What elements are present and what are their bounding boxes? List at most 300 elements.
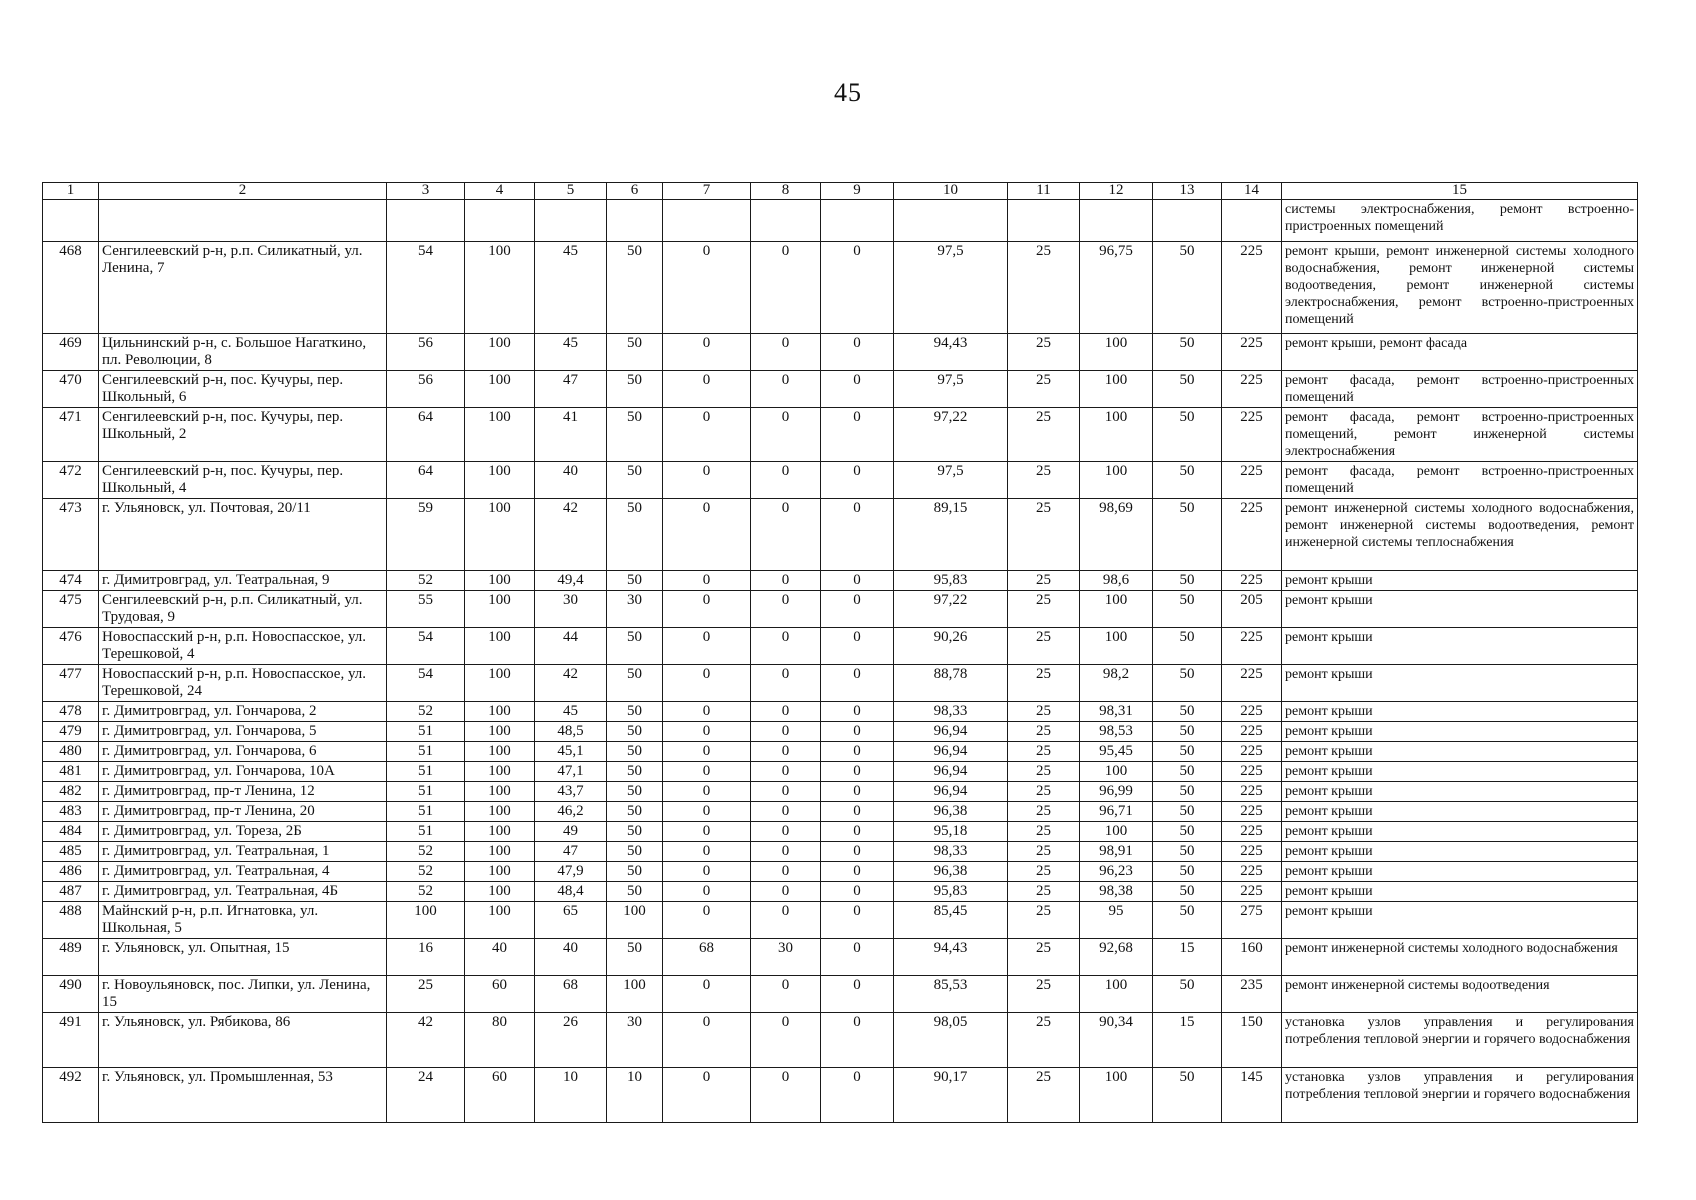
column-number: 10 [894,183,1008,200]
address-cell: г. Ульяновск, ул. Промышленная, 53 [99,1068,387,1123]
value-cell: 88,78 [894,665,1008,702]
page-number: 45 [834,78,862,107]
work-cell: установка узлов управления и регулирования потребления тепловой энергии и горячего водоснабжения [1282,1013,1638,1068]
value-cell: 225 [1222,665,1282,702]
address-cell: Цильнинский р-н, с. Большое Нагаткино, пл. Революции, 8 [99,334,387,371]
work-cell: ремонт крыши [1282,762,1638,782]
value-cell: 0 [663,802,751,822]
value-cell: 25 [1008,1013,1080,1068]
value-cell: 0 [751,702,821,722]
value-cell: 25 [1008,702,1080,722]
column-number: 6 [607,183,663,200]
value-cell: 60 [465,1068,535,1123]
table-row [43,862,1638,882]
value-cell: 50 [1153,902,1222,939]
value-cell: 0 [821,408,894,462]
value-cell: 0 [663,862,751,882]
empty-cell [894,200,1008,242]
work-cell: ремонт крыши [1282,902,1638,939]
value-cell: 50 [1153,665,1222,702]
value-cell: 25 [1008,462,1080,499]
value-cell: 100 [465,591,535,628]
value-cell: 205 [1222,591,1282,628]
value-cell: 0 [751,242,821,334]
value-cell: 15 [1153,1013,1222,1068]
value-cell: 0 [821,802,894,822]
value-cell: 50 [1153,782,1222,802]
value-cell: 0 [821,902,894,939]
table-row [43,1013,1638,1068]
value-cell: 0 [821,939,894,976]
value-cell: 25 [1008,1068,1080,1123]
value-cell: 235 [1222,976,1282,1013]
row-number-cell: 483 [43,802,99,822]
value-cell: 100 [465,802,535,822]
value-cell: 98,2 [1080,665,1153,702]
value-cell: 50 [1153,499,1222,571]
work-cell: установка узлов управления и регулирования потребления тепловой энергии и горячего водоснабжения [1282,1068,1638,1123]
work-cell: ремонт крыши [1282,571,1638,591]
value-cell: 25 [1008,371,1080,408]
value-cell: 30 [607,1013,663,1068]
value-cell: 0 [663,334,751,371]
value-cell: 10 [607,1068,663,1123]
value-cell: 52 [387,882,465,902]
table-row [43,591,1638,628]
value-cell: 30 [535,591,607,628]
work-cell: ремонт инженерной системы холодного водоснабжения [1282,939,1638,976]
address-cell: г. Димитровград, ул. Гончарова, 5 [99,722,387,742]
table-row [43,702,1638,722]
value-cell: 0 [751,842,821,862]
value-cell: 45 [535,702,607,722]
value-cell: 56 [387,371,465,408]
column-number: 2 [99,183,387,200]
value-cell: 51 [387,742,465,762]
value-cell: 0 [821,976,894,1013]
table-row [43,242,1638,334]
value-cell: 49,4 [535,571,607,591]
value-cell: 94,43 [894,939,1008,976]
empty-cell [1008,200,1080,242]
row-number-cell: 486 [43,862,99,882]
work-cell: ремонт крыши [1282,702,1638,722]
value-cell: 0 [663,408,751,462]
value-cell: 50 [1153,762,1222,782]
value-cell: 0 [821,462,894,499]
value-cell: 50 [607,742,663,762]
value-cell: 50 [607,939,663,976]
value-cell: 0 [821,782,894,802]
work-cell: ремонт крыши [1282,591,1638,628]
value-cell: 50 [1153,702,1222,722]
value-cell: 30 [607,591,663,628]
table-row [43,882,1638,902]
work-cell: системы электроснабжения, ремонт встроенно-пристроенных помещений [1282,200,1638,242]
value-cell: 225 [1222,722,1282,742]
value-cell: 50 [1153,802,1222,822]
table-row [43,742,1638,762]
value-cell: 225 [1222,762,1282,782]
value-cell: 275 [1222,902,1282,939]
value-cell: 30 [751,939,821,976]
value-cell: 26 [535,1013,607,1068]
value-cell: 40 [535,462,607,499]
value-cell: 100 [1080,591,1153,628]
value-cell: 50 [607,842,663,862]
value-cell: 50 [1153,591,1222,628]
value-cell: 0 [821,499,894,571]
value-cell: 0 [751,882,821,902]
address-cell: г. Димитровград, пр-т Ленина, 20 [99,802,387,822]
value-cell: 225 [1222,571,1282,591]
value-cell: 0 [663,242,751,334]
value-cell: 52 [387,842,465,862]
value-cell: 25 [1008,842,1080,862]
value-cell: 90,17 [894,1068,1008,1123]
address-cell: Сенгилеевский р-н, пос. Кучуры, пер. Школьный, 6 [99,371,387,408]
address-cell: Новоспасский р-н, р.п. Новоспасское, ул. Терешковой, 4 [99,628,387,665]
value-cell: 98,6 [1080,571,1153,591]
row-number-cell: 490 [43,976,99,1013]
value-cell: 25 [1008,571,1080,591]
value-cell: 0 [821,242,894,334]
row-number-cell: 487 [43,882,99,902]
work-cell: ремонт крыши, ремонт фасада [1282,334,1638,371]
value-cell: 47 [535,842,607,862]
value-cell: 97,5 [894,371,1008,408]
value-cell: 98,05 [894,1013,1008,1068]
row-number-cell: 476 [43,628,99,665]
address-cell: Сенгилеевский р-н, пос. Кучуры, пер. Школьный, 2 [99,408,387,462]
value-cell: 47 [535,371,607,408]
work-cell: ремонт крыши [1282,722,1638,742]
value-cell: 100 [465,782,535,802]
value-cell: 25 [1008,242,1080,334]
row-number-cell: 492 [43,1068,99,1123]
table-row [43,902,1638,939]
table-row [43,939,1638,976]
work-cell: ремонт крыши [1282,742,1638,762]
value-cell: 225 [1222,802,1282,822]
work-cell: ремонт инженерной системы водоотведения [1282,976,1638,1013]
address-cell: г. Димитровград, ул. Театральная, 1 [99,842,387,862]
empty-cell [43,200,99,242]
column-number-header [43,183,1638,200]
work-cell: ремонт инженерной системы холодного водоснабжения, ремонт инженерной системы водоотведения, ремонт инженерной системы теплоснабжения [1282,499,1638,571]
value-cell: 0 [751,1013,821,1068]
row-number-cell: 481 [43,762,99,782]
column-number: 7 [663,183,751,200]
value-cell: 25 [1008,742,1080,762]
value-cell: 96,38 [894,862,1008,882]
value-cell: 48,5 [535,722,607,742]
value-cell: 50 [607,628,663,665]
row-number-cell: 491 [43,1013,99,1068]
value-cell: 25 [1008,862,1080,882]
work-cell: ремонт крыши [1282,842,1638,862]
row-number-cell: 478 [43,702,99,722]
value-cell: 100 [1080,371,1153,408]
column-number: 1 [43,183,99,200]
value-cell: 68 [663,939,751,976]
column-number: 5 [535,183,607,200]
value-cell: 50 [1153,408,1222,462]
value-cell: 50 [607,499,663,571]
value-cell: 49 [535,822,607,842]
value-cell: 54 [387,242,465,334]
value-cell: 0 [751,762,821,782]
value-cell: 59 [387,499,465,571]
value-cell: 0 [751,802,821,822]
value-cell: 98,91 [1080,842,1153,862]
table-row [43,499,1638,571]
value-cell: 96,75 [1080,242,1153,334]
value-cell: 25 [387,976,465,1013]
value-cell: 0 [821,571,894,591]
value-cell: 24 [387,1068,465,1123]
value-cell: 50 [607,334,663,371]
value-cell: 0 [663,628,751,665]
value-cell: 52 [387,862,465,882]
value-cell: 50 [607,782,663,802]
value-cell: 25 [1008,902,1080,939]
row-number-cell: 484 [43,822,99,842]
empty-cell [99,200,387,242]
work-cell: ремонт крыши [1282,782,1638,802]
value-cell: 100 [465,862,535,882]
table-row [43,802,1638,822]
value-cell: 54 [387,665,465,702]
value-cell: 0 [663,1068,751,1123]
value-cell: 150 [1222,1013,1282,1068]
address-cell: г. Димитровград, ул. Театральная, 4Б [99,882,387,902]
value-cell: 96,38 [894,802,1008,822]
value-cell: 95,83 [894,882,1008,902]
value-cell: 0 [751,462,821,499]
value-cell: 89,15 [894,499,1008,571]
value-cell: 50 [1153,722,1222,742]
value-cell: 100 [465,242,535,334]
value-cell: 0 [663,976,751,1013]
value-cell: 40 [535,939,607,976]
value-cell: 0 [663,742,751,762]
value-cell: 25 [1008,802,1080,822]
value-cell: 92,68 [1080,939,1153,976]
value-cell: 55 [387,591,465,628]
value-cell: 42 [387,1013,465,1068]
value-cell: 225 [1222,822,1282,842]
value-cell: 100 [465,702,535,722]
empty-cell [387,200,465,242]
value-cell: 0 [663,822,751,842]
value-cell: 0 [751,862,821,882]
column-number: 4 [465,183,535,200]
value-cell: 0 [821,591,894,628]
value-cell: 25 [1008,591,1080,628]
value-cell: 225 [1222,782,1282,802]
table-row [43,1068,1638,1123]
value-cell: 43,7 [535,782,607,802]
value-cell: 45,1 [535,742,607,762]
value-cell: 42 [535,499,607,571]
value-cell: 98,53 [1080,722,1153,742]
column-number: 3 [387,183,465,200]
work-cell: ремонт крыши, ремонт инженерной системы холодного водоснабжения, ремонт инженерной системы водоотведения, ремонт инженерной системы электроснабжения, ремонт встроенно-пристроенных помещений [1282,242,1638,334]
value-cell: 0 [663,702,751,722]
work-cell: ремонт фасада, ремонт встроенно-пристроенных помещений, ремонт инженерной системы электроснабжения [1282,408,1638,462]
empty-cell [1080,200,1153,242]
value-cell: 44 [535,628,607,665]
value-cell: 225 [1222,408,1282,462]
value-cell: 225 [1222,462,1282,499]
value-cell: 100 [465,742,535,762]
value-cell: 0 [821,742,894,762]
value-cell: 0 [751,408,821,462]
value-cell: 25 [1008,822,1080,842]
value-cell: 90,26 [894,628,1008,665]
repair-table [42,182,1638,1123]
value-cell: 97,22 [894,591,1008,628]
value-cell: 50 [607,408,663,462]
value-cell: 0 [751,722,821,742]
value-cell: 0 [663,571,751,591]
row-number-cell: 475 [43,591,99,628]
value-cell: 25 [1008,665,1080,702]
value-cell: 50 [1153,242,1222,334]
value-cell: 96,23 [1080,862,1153,882]
value-cell: 50 [1153,882,1222,902]
table-row [43,976,1638,1013]
value-cell: 0 [821,1068,894,1123]
value-cell: 0 [663,1013,751,1068]
value-cell: 50 [607,462,663,499]
value-cell: 100 [1080,762,1153,782]
value-cell: 0 [821,882,894,902]
value-cell: 0 [663,462,751,499]
value-cell: 46,2 [535,802,607,822]
value-cell: 25 [1008,408,1080,462]
value-cell: 50 [1153,862,1222,882]
value-cell: 100 [607,976,663,1013]
value-cell: 0 [751,371,821,408]
value-cell: 0 [751,591,821,628]
value-cell: 0 [663,782,751,802]
value-cell: 100 [1080,976,1153,1013]
row-number-cell: 473 [43,499,99,571]
empty-cell [1222,200,1282,242]
value-cell: 51 [387,822,465,842]
value-cell: 97,5 [894,242,1008,334]
value-cell: 96,94 [894,722,1008,742]
value-cell: 100 [1080,408,1153,462]
value-cell: 50 [1153,842,1222,862]
value-cell: 25 [1008,762,1080,782]
value-cell: 145 [1222,1068,1282,1123]
value-cell: 100 [465,371,535,408]
table-row [43,722,1638,742]
address-cell: г. Ульяновск, ул. Почтовая, 20/11 [99,499,387,571]
value-cell: 100 [465,628,535,665]
value-cell: 0 [751,822,821,842]
value-cell: 0 [751,571,821,591]
value-cell: 0 [663,665,751,702]
value-cell: 0 [821,1013,894,1068]
value-cell: 0 [751,665,821,702]
value-cell: 0 [663,882,751,902]
value-cell: 100 [465,822,535,842]
value-cell: 0 [821,702,894,722]
value-cell: 100 [465,762,535,782]
empty-cell [821,200,894,242]
value-cell: 68 [535,976,607,1013]
value-cell: 50 [607,242,663,334]
address-cell: Сенгилеевский р-н, р.п. Силикатный, ул. Трудовая, 9 [99,591,387,628]
value-cell: 95,18 [894,822,1008,842]
value-cell: 50 [607,882,663,902]
column-number: 13 [1153,183,1222,200]
value-cell: 98,33 [894,842,1008,862]
work-cell: ремонт крыши [1282,802,1638,822]
work-cell: ремонт крыши [1282,822,1638,842]
value-cell: 225 [1222,242,1282,334]
value-cell: 25 [1008,499,1080,571]
row-number-cell: 489 [43,939,99,976]
empty-cell [465,200,535,242]
column-number: 12 [1080,183,1153,200]
value-cell: 0 [751,976,821,1013]
value-cell: 50 [607,371,663,408]
address-cell: г. Димитровград, пр-т Ленина, 12 [99,782,387,802]
value-cell: 52 [387,571,465,591]
table-row [43,462,1638,499]
value-cell: 0 [663,499,751,571]
value-cell: 0 [751,742,821,762]
value-cell: 25 [1008,334,1080,371]
address-cell: г. Димитровград, ул. Тореза, 2Б [99,822,387,842]
empty-cell [607,200,663,242]
value-cell: 0 [821,842,894,862]
value-cell: 25 [1008,628,1080,665]
value-cell: 50 [1153,1068,1222,1123]
value-cell: 100 [1080,822,1153,842]
row-number-cell: 482 [43,782,99,802]
value-cell: 225 [1222,499,1282,571]
table-row [43,665,1638,702]
value-cell: 225 [1222,742,1282,762]
value-cell: 85,45 [894,902,1008,939]
value-cell: 100 [1080,1068,1153,1123]
value-cell: 0 [821,334,894,371]
empty-cell [751,200,821,242]
value-cell: 25 [1008,976,1080,1013]
value-cell: 100 [1080,628,1153,665]
value-cell: 0 [663,591,751,628]
value-cell: 0 [751,782,821,802]
value-cell: 100 [465,722,535,742]
table-row [43,408,1638,462]
value-cell: 50 [1153,742,1222,762]
value-cell: 98,38 [1080,882,1153,902]
value-cell: 50 [1153,628,1222,665]
value-cell: 225 [1222,862,1282,882]
row-number-cell: 485 [43,842,99,862]
value-cell: 0 [821,822,894,842]
row-number-cell: 488 [43,902,99,939]
address-cell: г. Димитровград, ул. Гончарова, 6 [99,742,387,762]
address-cell: г. Димитровград, ул. Гончарова, 2 [99,702,387,722]
value-cell: 100 [465,462,535,499]
